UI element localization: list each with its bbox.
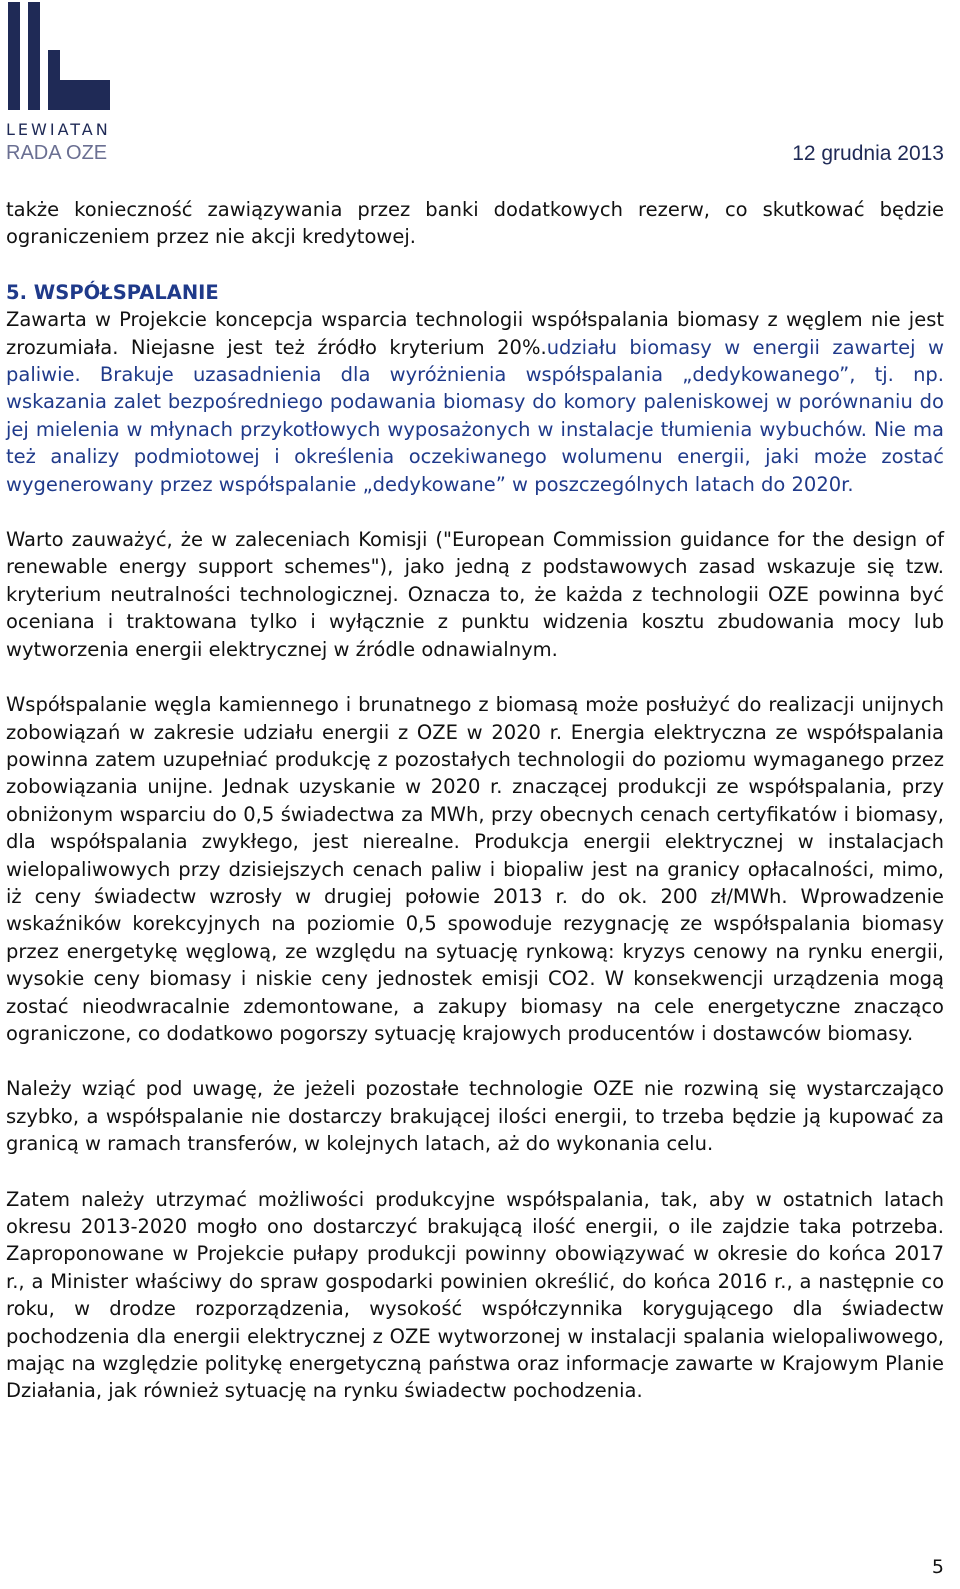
document-date: 12 grudnia 2013 <box>792 142 944 165</box>
paragraph: także konieczność zawiązywania przez banki dodatkowych rezerw, co skutkować będzie ograniczeniem przez nie akcji kredytowej. <box>6 198 944 249</box>
section-heading: 5. WSPÓŁSPALANIE <box>6 280 219 304</box>
section-5 <box>6 279 944 498</box>
paragraph: Warto zauważyć, że w zaleceniach Komisji ("European Commission guidance for the design of renewable energy support schemes"), jako jedną z podstawowych zasad wskazuje się tzw. kryterium neutralności technologicznej. Oznacza to, że każda z technologii OZE powinna być oceniana i traktowana tylko i wyłącznie z punktu widzenia kosztu zbudowania mocy lub wytworzenia energii elektrycznej w źródle odnawialnym. <box>6 528 944 661</box>
lewiatan-logo-icon <box>6 0 116 120</box>
page-header <box>6 0 948 170</box>
section-intro: Zawarta w Projekcie koncepcja wsparcia technologii współspalania biomasy z węglem nie jest zrozumiała. Niejasne jest też źródło kryterium 20%. <box>6 308 944 359</box>
logo-subtitle: RADA OZE <box>6 142 108 164</box>
page-number: 5 <box>931 1556 944 1578</box>
logo-wordmark: LEWIATAN <box>6 120 111 139</box>
document-body <box>6 196 944 1433</box>
paragraph: Zatem należy utrzymać możliwości produkcyjne współspalania, tak, aby w ostatnich latach okresu 2013-2020 mogło ono dostarczyć brakującą ilość energii, o ile zajdzie taka potrzeba. Zaproponowane w Projekcie pułapy produkcji powinny obowiązywać w okresie do końca 2017 r., a Minister właściwy do spraw gospodarki powinien określić, do końca 2016 r., a następnie co roku, w drodze rozporządzenia, wysokość współczynnika korygującego dla świadectw pochodzenia dla energii elektrycznej z OZE wytworzonej w instalacji spalania wielopaliwowego, mając na względzie politykę energetyczną państwa oraz informacje zawarte w Krajowym Planie Działania, jak również sytuację na rynku świadectw pochodzenia. <box>6 1187 944 1403</box>
paragraph: Współspalanie węgla kamiennego i brunatnego z biomasą może posłużyć do realizacji unijnych zobowiązań w zakresie udziału energii z OZE w 2020 r. Energia elektryczna ze współspalania powinna zatem uzupełniać produkcję z pozostałych technologii do poziomu wymaganego przez zobowiązania unijne. Jednak uzyskanie w 2020 r. znaczącej produkcji ze współspalania, przy obniżonym wsparciu do 0,5 świadectwa za MWh, przy obecnych cenach certyfikatów i biomasy, dla współspalania zwykłego, jest nierealne. Produkcja energii elektrycznej w instalacjach wielopaliwowych przy dzisiejszych cenach paliw i biopaliw jest na granicy opłacalności, mimo, iż ceny świadectw wzrosły w drugiej połowie 2013 r. do ok. 200 zł/MWh. Wprowadzenie wskaźników korekcyjnych na poziomie 0,5 spowoduje rezygnację ze współspalania biomasy przez energetykę węglową, ze względu na sytuację rynkową: kryzys cenowy na rynku energii, wysokie ceny biomasy i niskie ceny jednostek emisji CO2. W konsekwencji urządzenia mogą zostać nieodwracalnie zdemontowane, a zakupy biomasy na cele energetyczne znacząco ograniczone, co dodatkowo pogorszy sytuację krajowych producentów i dostawców biomasy. <box>6 693 944 1045</box>
paragraph: Należy wziąć pod uwagę, że jeżeli pozostałe technologie OZE nie rozwiną się wystarczająco szybko, a współspalanie nie dostarczy brakującej ilości energii, to trzeba będzie ją kupować za granicą w ramach transferów, w kolejnych latach, aż do wykonania celu. <box>6 1077 944 1156</box>
section-text: udziału biomasy w energii zawartej w paliwie. Brakuje uzasadnienia dla wyróżnienia współspalania „dedykowanego”, tj. np. wskazania zalet bezpośredniego podawania biomasy do komory paleniskowej w porównaniu do jej mielenia w młynach przykotłowych wyposażonych w instalacje tłumienia wybuchów. Nie ma też analizy podmiotowej i określenia oczekiwanego wolumenu energii, jaki może zostać wygenerowany przez współspalanie „dedykowane” w poszczególnych latach do 2020r. <box>6 335 944 496</box>
